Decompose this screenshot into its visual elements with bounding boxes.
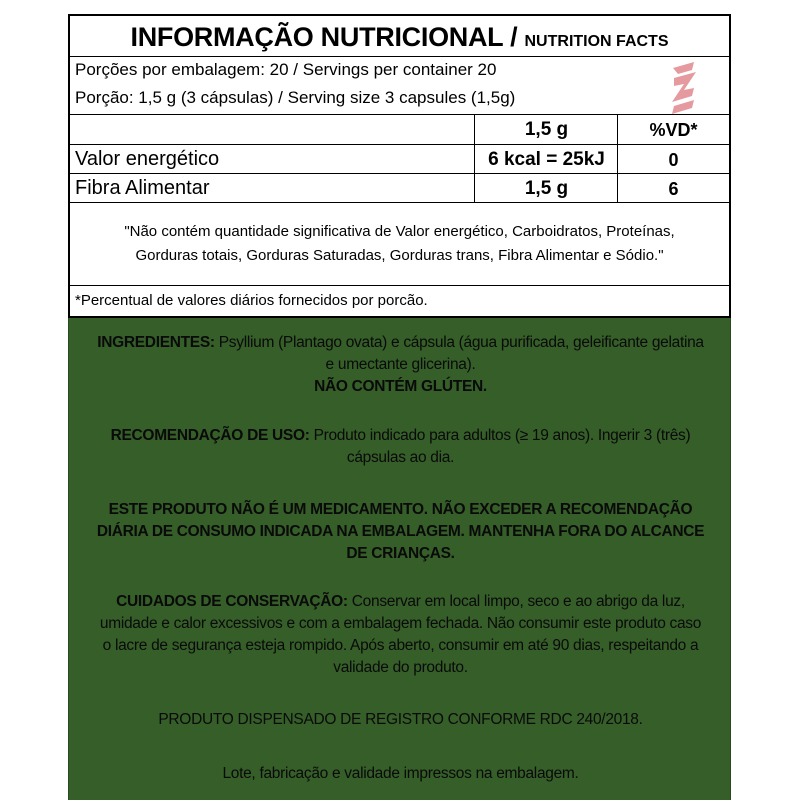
table-title	[70, 16, 729, 56]
divider	[70, 56, 729, 57]
nutrient-dv: 0	[668, 150, 679, 170]
title-separator: /	[502, 22, 525, 52]
ingredients-label: INGREDIENTES:	[97, 334, 215, 351]
divider	[70, 285, 729, 286]
nutrient-amount: 1,5 g	[524, 178, 569, 199]
warning-line: DE CRIANÇAS.	[346, 545, 455, 562]
ingredients-text: e umectante glicerina).	[325, 356, 476, 373]
storage-text: o lacre de segurança esteja rompido. Após aberto, consumir em até 90 dias, respeitando a	[102, 637, 699, 654]
recommendation	[75, 425, 726, 469]
recommendation-text: cápsulas ao dia.	[346, 449, 455, 466]
servings-per-container: Porções por embalagem: 20 / Servings per container 20	[75, 60, 497, 79]
recommendation-text: Produto indicado para adultos (≥ 19 anos). Ingerir 3 (três)	[309, 427, 691, 444]
title-main: INFORMAÇÃO NUTRICIONAL	[130, 22, 503, 52]
warning	[75, 499, 726, 565]
divider	[70, 144, 729, 145]
product-info-panel	[68, 318, 731, 800]
serving-size: Porção: 1,5 g (3 cápsulas) / Serving size 3 capsules (1,5g)	[75, 88, 516, 107]
storage-text: validade do produto.	[333, 659, 468, 676]
divider	[70, 173, 729, 174]
header-amount: 1,5 g	[524, 119, 569, 140]
footnote: *Percentual de valores diários fornecidos por porcão.	[75, 292, 428, 309]
certification-logo-icon	[670, 60, 698, 116]
ingredients-text: Psyllium (Plantago ovata) e cápsula (água purificada, geleificante gelatina	[214, 334, 704, 351]
storage-label: CUIDADOS DE CONSERVAÇÃO:	[116, 593, 348, 610]
warning-line: DIÁRIA DE CONSUMO INDICADA NA EMBALAGEM. MANTENHA FORA DO ALCANCE	[96, 523, 705, 540]
storage	[75, 591, 726, 679]
note-line: Gorduras totais, Gorduras Saturadas, Gorduras trans, Fibra Alimentar e Sódio."	[135, 247, 664, 264]
nutrient-dv: 6	[668, 179, 679, 199]
registration-statement: PRODUTO DISPENSADO DE REGISTRO CONFORME RDC 240/2018.	[158, 711, 643, 728]
gluten-statement: NÃO CONTÉM GLÚTEN.	[314, 378, 487, 395]
storage-text: umidade e calor excessivos e com a embalagem fechada. Não consumir este produto caso	[99, 615, 702, 632]
storage-text: Conservar em local limpo, seco e ao abrigo da luz,	[347, 593, 685, 610]
recommendation-label: RECOMENDAÇÃO DE USO:	[110, 427, 310, 444]
header-dv: %VD*	[649, 120, 698, 140]
nutrition-facts-table	[68, 14, 731, 318]
warning-line: ESTE PRODUTO NÃO É UM MEDICAMENTO. NÃO EXCEDER A RECOMENDAÇÃO	[108, 501, 693, 518]
nutrition-label	[68, 14, 731, 800]
ingredients	[75, 332, 726, 398]
nutrient-amount: 6 kcal = 25kJ	[488, 149, 605, 170]
nutrient-label: Fibra Alimentar	[75, 177, 210, 199]
nutrient-label: Valor energético	[75, 148, 220, 170]
divider	[70, 202, 729, 203]
title-sub: NUTRITION FACTS	[524, 33, 669, 50]
note-line: "Não contém quantidade significativa de Valor energético, Carboidratos, Proteínas,	[124, 223, 675, 240]
lot-statement: Lote, fabricação e validade impressos na embalagem.	[222, 765, 579, 782]
divider	[70, 114, 729, 115]
